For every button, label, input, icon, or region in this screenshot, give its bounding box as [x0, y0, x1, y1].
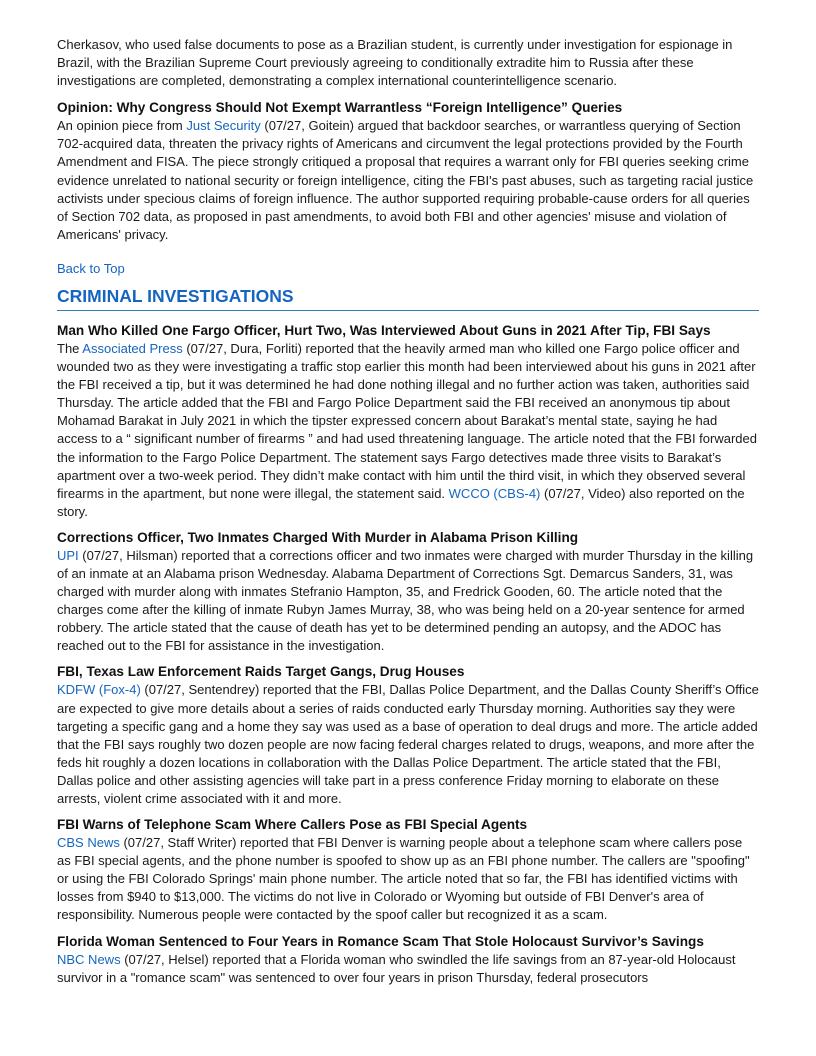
story-body: KDFW (Fox-4) (07/27, Sentendrey) reported that the FBI, Dallas Police Department, and the Dallas County Sheriff’s Office are expected to give more details about a series of raids conducted early Thursday morning. Authorities say they were targeting a specific gang and a home they say was used as a base of operation to deal drugs and more. The article added that the FBI says roughly two dozen people are now facing federal charges related to drugs, weapons, and more after the feds hit roughly a dozen locations in collaboration with the Dallas Police Department. The article stated that the FBI, Dallas police and other assisting agencies will take part in a press conference Friday morning to elaborate on these arrests, violent crime associated with it and more. [57, 682, 759, 806]
source-link[interactable]: UPI [57, 547, 79, 563]
story-body: UPI (07/27, Hilsman) reported that a corrections officer and two inmates were charged with murder Thursday in the killing of an inmate at an Alabama prison Wednesday. Alabama Department of Corrections Sgt. Demarcus Sanders, 31, was charged with murder along with inmates Stefranio Hampton, 35, and Fredrick Gooden, 60. The article noted that the charges come after the killing of inmate Rubyn James Murray, 38, who was being held on a 20-year sentence for armed robbery. The article stated that the cause of death has yet to be determined pending an autopsy, and the ADOC has reached out to the FBI for assistance in the investigation. [57, 547, 754, 654]
story-title: Man Who Killed One Fargo Officer, Hurt Two, Was Interviewed About Guns in 2021 After Tip, FBI Says [57, 322, 711, 338]
section-heading: CRIMINAL INVESTIGATIONS [57, 284, 759, 311]
story-item [57, 528, 759, 656]
source-link[interactable]: CBS News [57, 835, 120, 851]
source-link[interactable]: KDFW (Fox-4) [57, 682, 141, 698]
story-item [57, 815, 759, 924]
story-title: Opinion: Why Congress Should Not Exempt Warrantless “Foreign Intelligence” Queries [57, 100, 623, 116]
story-item [57, 321, 759, 521]
source-link[interactable]: NBC News [57, 951, 121, 967]
source-link[interactable]: Just Security [186, 118, 261, 134]
story-body: NBC News (07/27, Helsel) reported that a Florida woman who swindled the life savings from an 87-year-old Holocaust survivor in a "romance scam" was sentenced to over four years in prison Thursday, federal prosecutors [57, 951, 736, 985]
source-link[interactable]: WCCO (CBS-4) [448, 485, 541, 501]
story-item [57, 662, 759, 808]
story-body: An opinion piece from Just Security (07/27, Goitein) argued that backdoor searches, or warrantless querying of Section 702-acquired data, threaten the privacy rights of Americans and circumvent the legal protections provided by the Fourth Amendment and FISA. The piece strongly critiqued a proposal that requires a warrant only for FBI queries seeking crime evidence unrelated to national security or foreign intelligence, citing the FBI's past abuses, such as targeting racial justice activists under specious claims of foreign influence. The author supported requiring probable-cause orders for all queries of Section 702 data, as proposed in past amendments, to avoid both FBI and other agencies' misuse and violation of Americans' privacy. [57, 118, 754, 242]
story-body: The Associated Press (07/27, Dura, Forliti) reported that the heavily armed man who killed one Fargo police officer and wounded two as they were investigating a traffic stop earlier this month had been interviewed about his guns in 2021 after the FBI received a tip, but it was determined he had done nothing illegal and no further action was taken, authorities said Thursday. The article added that the FBI and Fargo Police Department said the FBI received an anonymous tip about Mohamad Barakat in July 2021 in which the tipster expressed concern about Barakat’s mental state, saying he had access to a “ significant number of firearms ” and had used threatening language. The article noted that the FBI forwarded the information to the Fargo Police Department. The statement says Fargo detectives made three visits to Barakat’s apartment over a two-week period. They didn’t make contact with him until the third visit, in which they observed several firearms in the apartment, but none were illegal, the statement said. WCCO (CBS-4) (07/27, Video) also reported on the story. [57, 340, 757, 519]
story-title: FBI Warns of Telephone Scam Where Callers Pose as FBI Special Agents [57, 817, 528, 833]
story-body: CBS News (07/27, Staff Writer) reported that FBI Denver is warning people about a telephone scam where callers pose as FBI special agents, and the phone number is spoofed to show up as an FBI phone number. The callers are "spoofing" or using the FBI Colorado Springs' main phone number. The article noted that so far, the FBI has identified victims with losses from $940 to $13,000. The victims do not live in Colorado or Wyoming but outside of FBI Denver's area of responsibility. Numerous people were contacted by the spoof caller but recognized it as a scam. [57, 835, 750, 923]
story-item [57, 932, 759, 987]
story-title: Corrections Officer, Two Inmates Charged With Murder in Alabama Prison Killing [57, 529, 579, 545]
story-title: FBI, Texas Law Enforcement Raids Target Gangs, Drug Houses [57, 664, 465, 680]
story-title: Florida Woman Sentenced to Four Years in Romance Scam That Stole Holocaust Survivor’s Savings [57, 933, 704, 949]
story-opinion [57, 98, 759, 244]
back-to-top-link[interactable]: Back to Top [57, 260, 125, 276]
source-link[interactable]: Associated Press [82, 340, 183, 356]
continuation-paragraph: Cherkasov, who used false documents to pose as a Brazilian student, is currently under investigation for espionage in Brazil, with the Brazilian Supreme Court previously agreeing to conditionally extradite him to Russia after these investigations are completed, demonstrating a complex international counterintelligence scenario. [57, 37, 733, 89]
